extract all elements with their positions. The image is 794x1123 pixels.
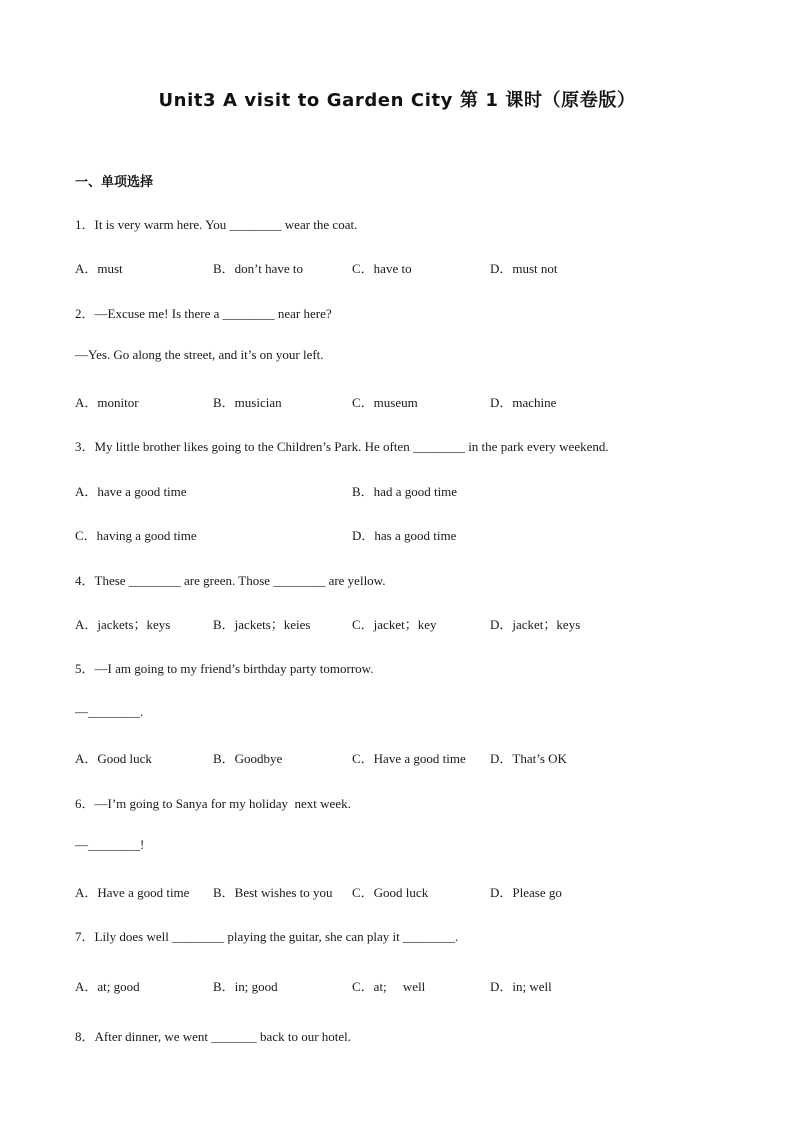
q7-option-a[interactable]: A．at; good — [75, 979, 140, 994]
q4-option-d[interactable]: D．jacket；keys — [490, 617, 581, 632]
question-2-reply: —Yes. Go along the street, and it’s on your left. — [75, 347, 324, 362]
q2-option-b[interactable]: B．musician — [213, 395, 282, 410]
q1-option-d[interactable]: D．must not — [490, 261, 558, 276]
q6-option-c[interactable]: C．Good luck — [352, 885, 429, 900]
q5-option-d[interactable]: D．That’s OK — [490, 751, 567, 766]
question-6-reply: —________! — [75, 837, 145, 852]
q1-option-b[interactable]: B．don’t have to — [213, 261, 304, 276]
q3-option-a[interactable]: A．have a good time — [75, 484, 187, 499]
q4-option-c[interactable]: C．jacket；key — [352, 617, 437, 632]
question-5-reply: —________. — [75, 704, 144, 719]
q3-option-b[interactable]: B．had a good time — [352, 484, 458, 499]
q2-option-c[interactable]: C．museum — [352, 395, 418, 410]
q6-option-b[interactable]: B．Best wishes to you — [213, 885, 333, 900]
q2-option-a[interactable]: A．monitor — [75, 395, 139, 410]
q7-option-b[interactable]: B．in; good — [213, 979, 278, 994]
question-4-stem: 4．These ________ are green. Those ________ are yellow. — [75, 573, 386, 588]
q6-option-a[interactable]: A．Have a good time — [75, 885, 190, 900]
question-8-stem: 8．After dinner, we went _______ back to our hotel. — [75, 1029, 352, 1044]
q5-option-b[interactable]: B．Goodbye — [213, 751, 283, 766]
question-5-stem: 5．—I am going to my friend’s birthday party tomorrow. — [75, 661, 374, 676]
question-7-stem: 7．Lily does well ________ playing the guitar, she can play it ________. — [75, 929, 459, 944]
q2-option-d[interactable]: D．machine — [490, 395, 557, 410]
q7-option-c[interactable]: C．at; well — [352, 979, 426, 994]
q4-option-b[interactable]: B．jackets；keies — [213, 617, 311, 632]
q7-option-d[interactable]: D．in; well — [490, 979, 552, 994]
q5-option-c[interactable]: C．Have a good time — [352, 751, 466, 766]
q1-option-a[interactable]: A．must — [75, 261, 123, 276]
section-heading: 一、单项选择 — [75, 175, 154, 190]
question-1-stem: 1．It is very warm here. You ________ wear the coat. — [75, 217, 358, 232]
q4-option-a[interactable]: A．jackets；keys — [75, 617, 171, 632]
question-2-stem: 2．—Excuse me! Is there a ________ near here? — [75, 306, 332, 321]
question-6-stem: 6．—I’m going to Sanya for my holiday next week. — [75, 796, 351, 811]
q3-option-d[interactable]: D．has a good time — [352, 528, 457, 543]
q1-option-c[interactable]: C．have to — [352, 261, 412, 276]
page-title: Unit3 A visit to Garden City 第 1 课时（原卷版） — [158, 90, 636, 111]
q5-option-a[interactable]: A．Good luck — [75, 751, 152, 766]
question-3-stem: 3．My little brother likes going to the Children’s Park. He often ________ in the park every weekend. — [75, 439, 609, 454]
q3-option-c[interactable]: C．having a good time — [75, 528, 197, 543]
q6-option-d[interactable]: D．Please go — [490, 885, 562, 900]
